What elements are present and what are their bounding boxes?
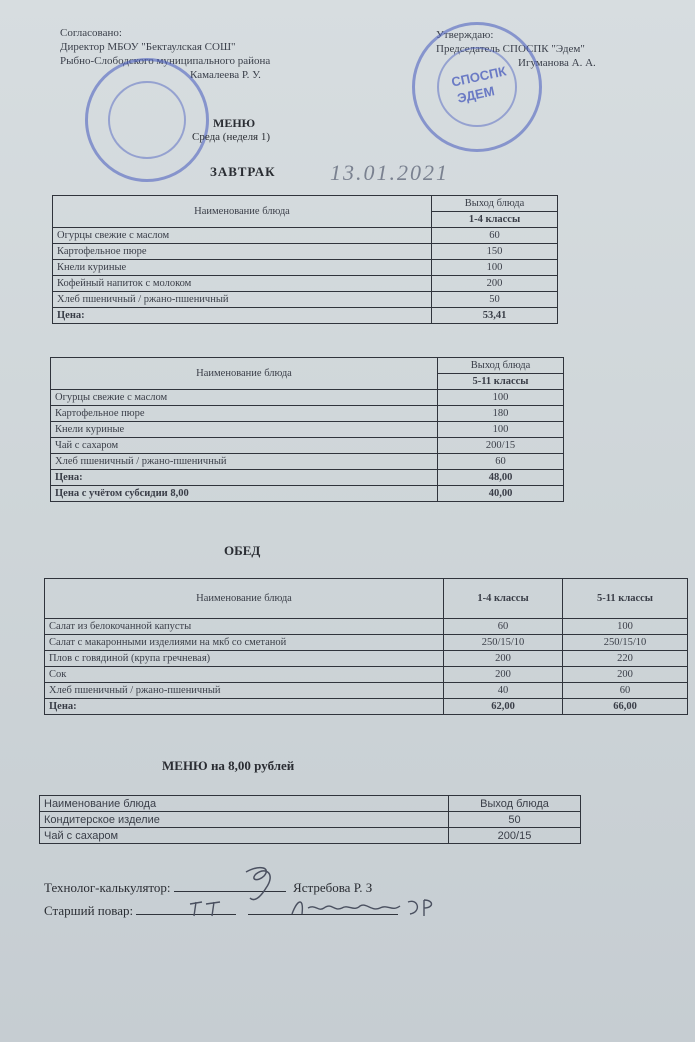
yield-5-11: 100 xyxy=(563,619,688,635)
col-header-name: Наименование блюда xyxy=(51,358,438,390)
yield-5-11: 220 xyxy=(563,651,688,667)
table-row xyxy=(45,619,688,635)
stamp-left-seal xyxy=(85,58,209,182)
stamp-right-text1: СПОСПК xyxy=(450,63,508,90)
lunch-heading: ОБЕД xyxy=(224,543,261,558)
price-value: 53,41 xyxy=(432,308,558,324)
yield-5-11: 200 xyxy=(563,667,688,683)
dish-yield: 200 xyxy=(432,276,558,292)
dish-name: Хлеб пшеничный / ржано-пшеничный xyxy=(53,292,432,308)
col-header-yield: Выход блюда xyxy=(449,796,581,812)
menu-day: Среда (неделя 1) xyxy=(192,131,271,143)
breakfast-heading: ЗАВТРАК xyxy=(210,164,276,179)
handwritten-date: 13.01.2021 xyxy=(330,160,449,185)
table-row xyxy=(53,260,558,276)
price-label: Цена: xyxy=(53,308,432,324)
dish-yield: 50 xyxy=(432,292,558,308)
approval-right-line1: Утверждаю: xyxy=(436,29,494,41)
table-row xyxy=(51,406,564,422)
technologist-label: Технолог-калькулятор: xyxy=(44,880,171,895)
subsidy-price: 40,00 xyxy=(438,486,564,502)
yield-5-11: 250/15/10 xyxy=(563,635,688,651)
dish-name: Чай с сахаром xyxy=(40,828,449,844)
dish-name: Кнели куриные xyxy=(53,260,432,276)
breakfast-table-1-4 xyxy=(52,195,558,324)
price-1-4: 62,00 xyxy=(444,699,563,715)
col-header-yield: Выход блюда xyxy=(438,358,564,374)
dish-name: Плов с говядиной (крупа гречневая) xyxy=(45,651,444,667)
table-row xyxy=(40,828,581,844)
dish-name: Салат с макаронными изделиями на мкб со сметаной xyxy=(45,635,444,651)
subsidy-row xyxy=(51,486,564,502)
handwritten-signature-cook-initials xyxy=(186,896,226,920)
approval-right-line2: Председатель СПОСПК "Эдем" xyxy=(436,43,585,55)
price-row xyxy=(51,470,564,486)
price-row xyxy=(53,308,558,324)
yield-1-4: 200 xyxy=(444,651,563,667)
technologist-name: Ястребова Р. З xyxy=(293,880,373,895)
price-row xyxy=(45,699,688,715)
price-5-11: 66,00 xyxy=(563,699,688,715)
menu8-table xyxy=(39,795,581,844)
dish-name: Салат из белокочанной капусты xyxy=(45,619,444,635)
dish-yield: 200/15 xyxy=(438,438,564,454)
col-header-name: Наименование блюда xyxy=(53,196,432,228)
approval-right-line3: Игуманова А. А. xyxy=(518,57,596,69)
yield-1-4: 40 xyxy=(444,683,563,699)
yield-1-4: 200 xyxy=(444,667,563,683)
approval-left-line2: Директор МБОУ "Бектаулская СОШ" xyxy=(60,41,236,53)
table-row xyxy=(53,228,558,244)
dish-yield: 50 xyxy=(449,812,581,828)
handwritten-signature-cook-name xyxy=(288,894,438,922)
approval-left-line3: Рыбно-Слободского муниципального района xyxy=(60,55,271,67)
price-label: Цена: xyxy=(51,470,438,486)
price-label: Цена: xyxy=(45,699,444,715)
table-row xyxy=(51,454,564,470)
approval-left-line4: Камалеева Р. У. xyxy=(190,69,261,81)
table-row xyxy=(45,683,688,699)
dish-yield: 150 xyxy=(432,244,558,260)
table-row xyxy=(53,276,558,292)
table-row xyxy=(45,667,688,683)
dish-name: Кофейный напиток с молоком xyxy=(53,276,432,292)
table-row xyxy=(40,812,581,828)
menu-title: МЕНЮ xyxy=(213,116,256,130)
dish-name: Хлеб пшеничный / ржано-пшеничный xyxy=(51,454,438,470)
subsidy-label: Цена с учётом субсидии 8,00 xyxy=(51,486,438,502)
yield-1-4: 60 xyxy=(444,619,563,635)
col-header-name: Наименование блюда xyxy=(45,579,444,619)
col-header-5-11: 5-11 классы xyxy=(563,579,688,619)
cook-label: Старший повар: xyxy=(44,903,134,918)
dish-name: Кнели куриные xyxy=(51,422,438,438)
dish-yield: 200/15 xyxy=(449,828,581,844)
stamp-right-text2: ЭДЕМ xyxy=(455,83,496,106)
dish-yield: 100 xyxy=(432,260,558,276)
dish-name: Огурцы свежие с маслом xyxy=(53,228,432,244)
table-row xyxy=(45,635,688,651)
col-header-1-4: 1-4 классы xyxy=(444,579,563,619)
col-header-name: Наименование блюда xyxy=(40,796,449,812)
dish-name: Чай с сахаром xyxy=(51,438,438,454)
dish-yield: 60 xyxy=(432,228,558,244)
dish-name: Сок xyxy=(45,667,444,683)
dish-name: Картофельное пюре xyxy=(53,244,432,260)
dish-yield: 100 xyxy=(438,390,564,406)
col-header-class: 5-11 классы xyxy=(438,374,564,390)
dish-name: Хлеб пшеничный / ржано-пшеничный xyxy=(45,683,444,699)
handwritten-signature-technologist xyxy=(236,862,296,906)
stamp-left-inner-ring xyxy=(108,81,186,159)
approval-left-line1: Согласовано: xyxy=(60,27,122,39)
dish-yield: 60 xyxy=(438,454,564,470)
dish-yield: 100 xyxy=(438,422,564,438)
yield-5-11: 60 xyxy=(563,683,688,699)
table-row xyxy=(53,292,558,308)
menu8-heading: МЕНЮ на 8,00 рублей xyxy=(162,758,295,773)
col-header-class: 1-4 классы xyxy=(432,212,558,228)
col-header-yield: Выход блюда xyxy=(432,196,558,212)
dish-name: Кондитерское изделие xyxy=(40,812,449,828)
table-row xyxy=(51,438,564,454)
table-row xyxy=(53,244,558,260)
breakfast-table-5-11 xyxy=(50,357,564,502)
stamp-right-seal xyxy=(412,22,542,152)
price-value: 48,00 xyxy=(438,470,564,486)
table-row xyxy=(51,422,564,438)
table-row xyxy=(45,651,688,667)
dish-yield: 180 xyxy=(438,406,564,422)
table-row xyxy=(51,390,564,406)
yield-1-4: 250/15/10 xyxy=(444,635,563,651)
dish-name: Огурцы свежие с маслом xyxy=(51,390,438,406)
dish-name: Картофельное пюре xyxy=(51,406,438,422)
lunch-table xyxy=(44,578,688,715)
